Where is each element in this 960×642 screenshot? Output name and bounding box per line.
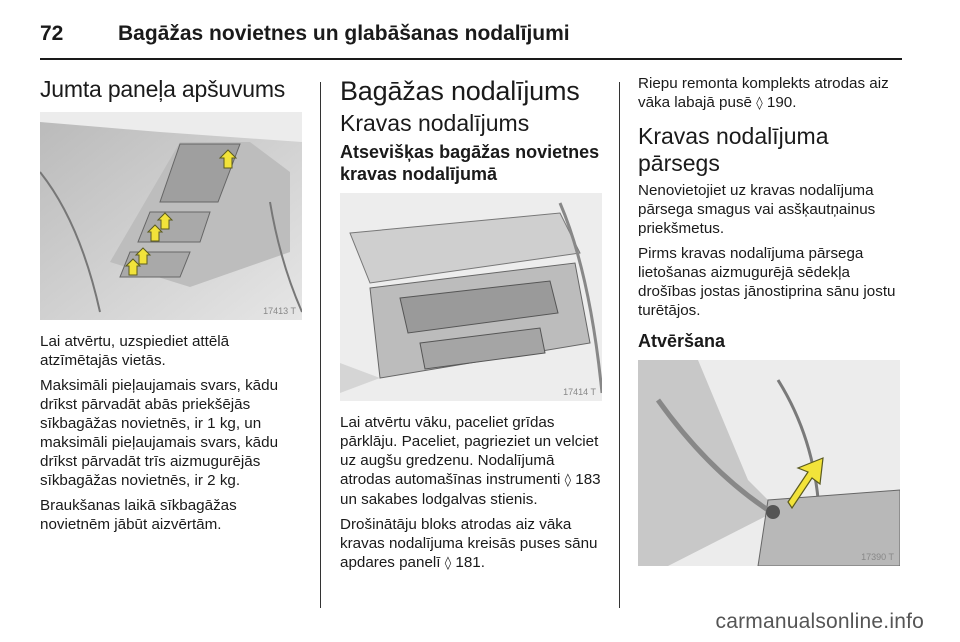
paragraph-text: Drošinātāju bloks atrodas aiz vāka kravas nodalījuma kreisās puses sānu apdares panelī bbox=[340, 516, 598, 571]
subheading-cargo: Kravas nodalījums bbox=[340, 110, 530, 136]
cross-reference-icon: ◊ bbox=[756, 96, 763, 111]
paragraph-text: un sakabes lodgalvas stienis. bbox=[340, 491, 538, 508]
page-reference-link[interactable]: 183 bbox=[575, 471, 601, 488]
cargo-storage-illustration bbox=[340, 193, 602, 401]
paragraph: Pirms kravas nodalījuma pārsega lietošanas aizmugurējā sēdekļa drošības jostas jānostiprina sānu jostu turētājos. bbox=[638, 245, 896, 319]
paragraph: Lai atvērtu, uzspiediet attēlā atzīmētajās vietās. bbox=[40, 333, 230, 369]
figure-roof-panel bbox=[40, 112, 302, 320]
figure-cargo-storage bbox=[340, 193, 602, 401]
cross-reference-icon: ◊ bbox=[564, 473, 572, 488]
paragraph: Braukšanas laikā sīkbagāžas novietnēm jābūt aizvērtām. bbox=[40, 497, 237, 533]
subsubheading-opening: Atvēršana bbox=[638, 331, 726, 351]
paragraph bbox=[340, 413, 608, 509]
roof-panel-illustration bbox=[40, 112, 302, 320]
column-divider-1 bbox=[320, 82, 321, 608]
watermark: carmanualsonline.info bbox=[715, 610, 924, 633]
section-heading-roof-panel: Jumta paneļa apšuvums bbox=[40, 76, 286, 102]
page-reference-link[interactable]: 181. bbox=[455, 554, 485, 571]
page-header bbox=[40, 18, 902, 62]
figure-code: 17390 T bbox=[861, 552, 894, 562]
section-heading-luggage: Bagāžas nodalījums bbox=[340, 76, 580, 106]
figure-cargo-cover bbox=[638, 360, 900, 566]
paragraph-text: Lai atvērtu vāku, paceliet grīdas pārklāju. Paceliet, pagrieziet un velciet uz augšu gredzenu. Nodalījumā atrodas automašīnas instrumenti bbox=[340, 414, 599, 488]
paragraph bbox=[340, 515, 608, 573]
paragraph: Maksimāli pieļaujamais svars, kādu drīkst pārvadāt abās priekšējās sīkbagāžas novietnēs, ir 1 kg, un maksimāli pieļaujamais svars, kādu drīkst pārvadāt trīs aizmugurējās sīkbagāžas novietnēs, ir 2 kg. bbox=[40, 377, 279, 489]
subsubheading-storage: Atsevišķas bagāžas novietnes kravas nodalījumā bbox=[340, 142, 600, 184]
figure-code: 17414 T bbox=[563, 387, 596, 397]
paragraph: Nenovietojiet uz kravas nodalījuma pārsega smagus vai asšķautņainus priekšmetus. bbox=[638, 182, 876, 237]
subheading-cargo-cover: Kravas nodalījuma pārsegs bbox=[638, 123, 829, 176]
header-rule bbox=[40, 58, 902, 60]
page-number: 72 bbox=[40, 22, 64, 45]
cross-reference-icon: ◊ bbox=[444, 556, 452, 571]
figure-code: 17413 T bbox=[263, 306, 296, 316]
column-2 bbox=[340, 74, 608, 579]
paragraph bbox=[638, 74, 904, 113]
paragraph-text: Riepu remonta komplekts atrodas aiz vāka labajā pusē bbox=[638, 75, 889, 111]
running-title: Bagāžas novietnes un glabāšanas nodalījumi bbox=[118, 22, 570, 45]
column-divider-2 bbox=[619, 82, 620, 608]
page-reference-link[interactable]: 190. bbox=[766, 94, 797, 111]
column-1 bbox=[40, 74, 308, 540]
column-3 bbox=[638, 74, 904, 578]
cargo-cover-illustration bbox=[638, 360, 900, 566]
